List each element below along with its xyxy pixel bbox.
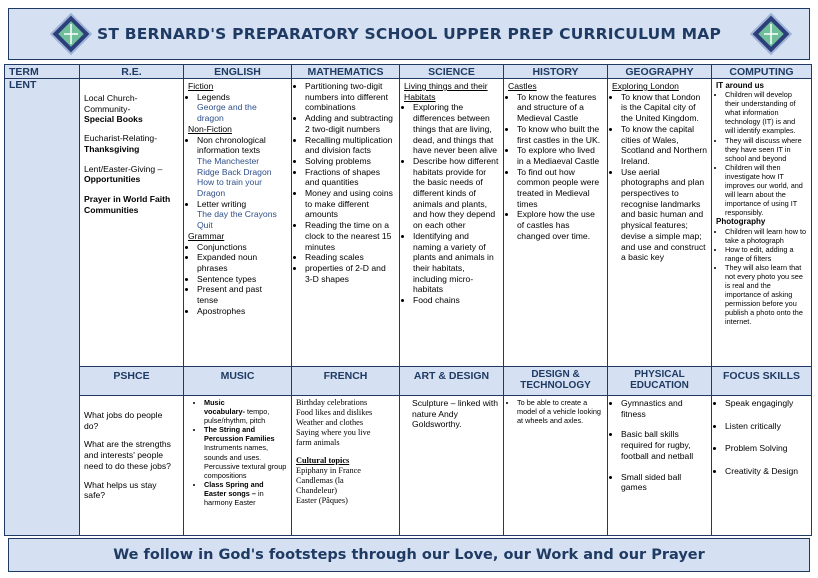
music-cell: • Music vocabulary- tempo, pulse/rhythm, pitch • The String and Percussion Families Instruments names, sounds and uses. Percussive textural group compositions • Class Spring and Easter songs – in harmony Easter: [183, 395, 292, 536]
list-item: • Food chains: [413, 295, 499, 306]
list-item: • Money and using coins to make different amounts: [305, 188, 395, 220]
list-item: • To find out how common people were treated in Medieval times: [517, 167, 603, 210]
header-pshce: PSHCE: [79, 366, 184, 396]
list-item: • properties of 2-D and 3-D shapes: [305, 263, 395, 284]
physical-education-cell: [607, 395, 712, 536]
term-column: [4, 78, 80, 536]
list-item: • They will discuss where they have seen IT in school and beyond: [725, 136, 807, 163]
french-cell: Birthday celebrations Food likes and dislikes Weather and clothes Saying where you live farm animals Cultural topics Epiphany in France Candlemas (la Chandeleur) Easter (Pâques): [291, 395, 400, 536]
list-item: • To know that London is the Capital city of the United Kingdom.: [621, 92, 707, 124]
header-science: SCIENCE: [399, 64, 504, 79]
page-title: ST BERNARD'S PREPARATORY SCHOOL UPPER PREP CURRICULUM MAP: [96, 25, 722, 43]
header-geography: GEOGRAPHY: [607, 64, 712, 79]
list-item: • Children will learn how to take a photograph: [725, 227, 807, 245]
list-item: • Problem Solving: [725, 443, 807, 454]
mathematics-cell: [291, 78, 400, 367]
list-item: • Creativity & Design: [725, 466, 807, 477]
header-history: HISTORY: [503, 64, 608, 79]
header-french: FRENCH: [291, 366, 400, 396]
art-design-cell: Sculpture – linked with nature Andy Goldsworthy.: [399, 395, 504, 536]
school-motto: We follow in God's footsteps through our Love, our Work and our Prayer: [113, 547, 705, 563]
list-item: • Exploring the differences between things that are living, dead, and things that have never been alive: [413, 102, 499, 156]
list-item: • Small sided ball games: [621, 472, 707, 493]
pshce-cell: What jobs do people do? What are the strengths and interests' people need to do these jobs? What helps us stay safe?: [79, 395, 184, 536]
list-item: • They will also learn that not every photo you see is real and the importance of asking permission before you publish a photo onto the internet.: [725, 263, 807, 327]
header-physical-education: PHYSICAL EDUCATION: [607, 366, 712, 396]
term-header: TERM: [4, 64, 80, 79]
list-item: • Listen critically: [725, 421, 807, 432]
list-item: • Fractions of shapes and quantities: [305, 167, 395, 188]
design-technology-cell: [503, 395, 608, 536]
english-cell: Fiction • Legends George and the dragon Non-Fiction • Non chronological information texts The Manchester Ridge Back Dragon How to train your Dragon • Letter writing The day the Crayons Quit Grammar • Conjunctions • Expanded noun phrases • Sentence types • Present and past tense • Apostrophes: [183, 78, 292, 367]
list-item: • Use aerial photographs and plan perspectives to recognise landmarks and basic human and physical features; devise a simple map; and use and construct a basic key: [621, 167, 707, 263]
geography-cell: Exploring London • To know that London is the Capital city of the United Kingdom. • To know the capital cities of Wales, Scotland and Northern Ireland. • Use aerial photographs and plan perspectives to recognise landmarks and basic human and physical features; devise a simple map; and use and construct a basic key: [607, 78, 712, 367]
motto-banner: [8, 538, 810, 572]
list-item: • Gymnastics and fitness: [621, 398, 707, 419]
re-cell: Local Church- Community- Special Books Eucharist-Relating- Thanksgiving Lent/Easter-Giving – Opportunities Prayer in World Faith Communities: [79, 78, 184, 367]
header-re: R.E.: [79, 64, 184, 79]
header-focus-skills: FOCUS SKILLS: [711, 366, 812, 396]
header-english: ENGLISH: [183, 64, 292, 79]
header-music: MUSIC: [183, 366, 292, 396]
term-label: LENT: [9, 79, 37, 91]
list-item: • To know the capital cities of Wales, Scotland and Northern Ireland.: [621, 124, 707, 167]
list-item: • Describe how different habitats provide for the basic needs of different kinds of animals and plants, and how they depend on each other: [413, 156, 499, 231]
curriculum-table: [4, 64, 812, 536]
list-item: • Reading scales: [305, 252, 395, 263]
school-crest-icon: [749, 12, 793, 56]
history-cell: Castles • To know the features and structure of a Medieval Castle • To know who built the first castles in the UK. • To explore who lived in a Mediaeval Castle • To find out how common people were treated in Medieval times • Explore how the use of castles has changed over time.: [503, 78, 608, 367]
list-item: • Speak engagingly: [725, 398, 807, 409]
list-item: • Adding and subtracting 2 two-digit numbers: [305, 113, 395, 134]
list-item: • Explore how the use of castles has changed over time.: [517, 209, 603, 241]
list-item: • To be able to create a model of a vehicle looking at wheels and axles.: [517, 398, 603, 425]
header-mathematics: MATHEMATICS: [291, 64, 400, 79]
list-item: • Children will then investigate how IT improves our world, and will learn about the importance of using IT responsibly.: [725, 163, 807, 218]
list-item: • To explore who lived in a Mediaeval Castle: [517, 145, 603, 166]
focus-skills-cell: [711, 395, 812, 536]
header-computing: COMPUTING: [711, 64, 812, 79]
list-item: • Identifying and naming a variety of plants and animals in their habitats, including micro-habitats: [413, 231, 499, 295]
list-item: • How to edit, adding a range of filters: [725, 245, 807, 263]
computing-cell: IT around us • Children will develop their understanding of what information technology (IT) is and will identify examples. • They will discuss where they have seen IT in school and beyond • Children will then investigate how IT improves our world, and will learn about the importance of using IT responsibly. Photography • Children will learn how to take a photograph • How to edit, adding a range of filters • They will also learn that not every photo you see is real and the importance of asking permission before you publish a photo onto the internet.: [711, 78, 812, 367]
list-item: • To know the features and structure of a Medieval Castle: [517, 92, 603, 124]
list-item: • To know who built the first castles in the UK.: [517, 124, 603, 145]
header-art-design: ART & DESIGN: [399, 366, 504, 396]
list-item: • Solving problems: [305, 156, 395, 167]
list-item: • Basic ball skills required for rugby, football and netball: [621, 429, 707, 461]
list-item: • Partitioning two-digit numbers into different combinations: [305, 81, 395, 113]
list-item: • Reading the time on a clock to the nearest 15 minutes: [305, 220, 395, 252]
title-banner: [8, 8, 810, 60]
science-cell: Living things and their Habitats • Exploring the differences between things that are living, dead, and things that have never been alive • Describe how different habitats provide for the basic needs of different kinds of animals and plants, and how they depend on each other • Identifying and naming a variety of plants and animals in their habitats, including micro-habitats • Food chains: [399, 78, 504, 367]
list-item: • Children will develop their understanding of what information technology (IT) is and will identify examples.: [725, 90, 807, 135]
header-design-technology: DESIGN & TECHNOLOGY: [503, 366, 608, 396]
list-item: • Recalling multiplication and division facts: [305, 135, 395, 156]
school-crest-icon: [49, 12, 93, 56]
